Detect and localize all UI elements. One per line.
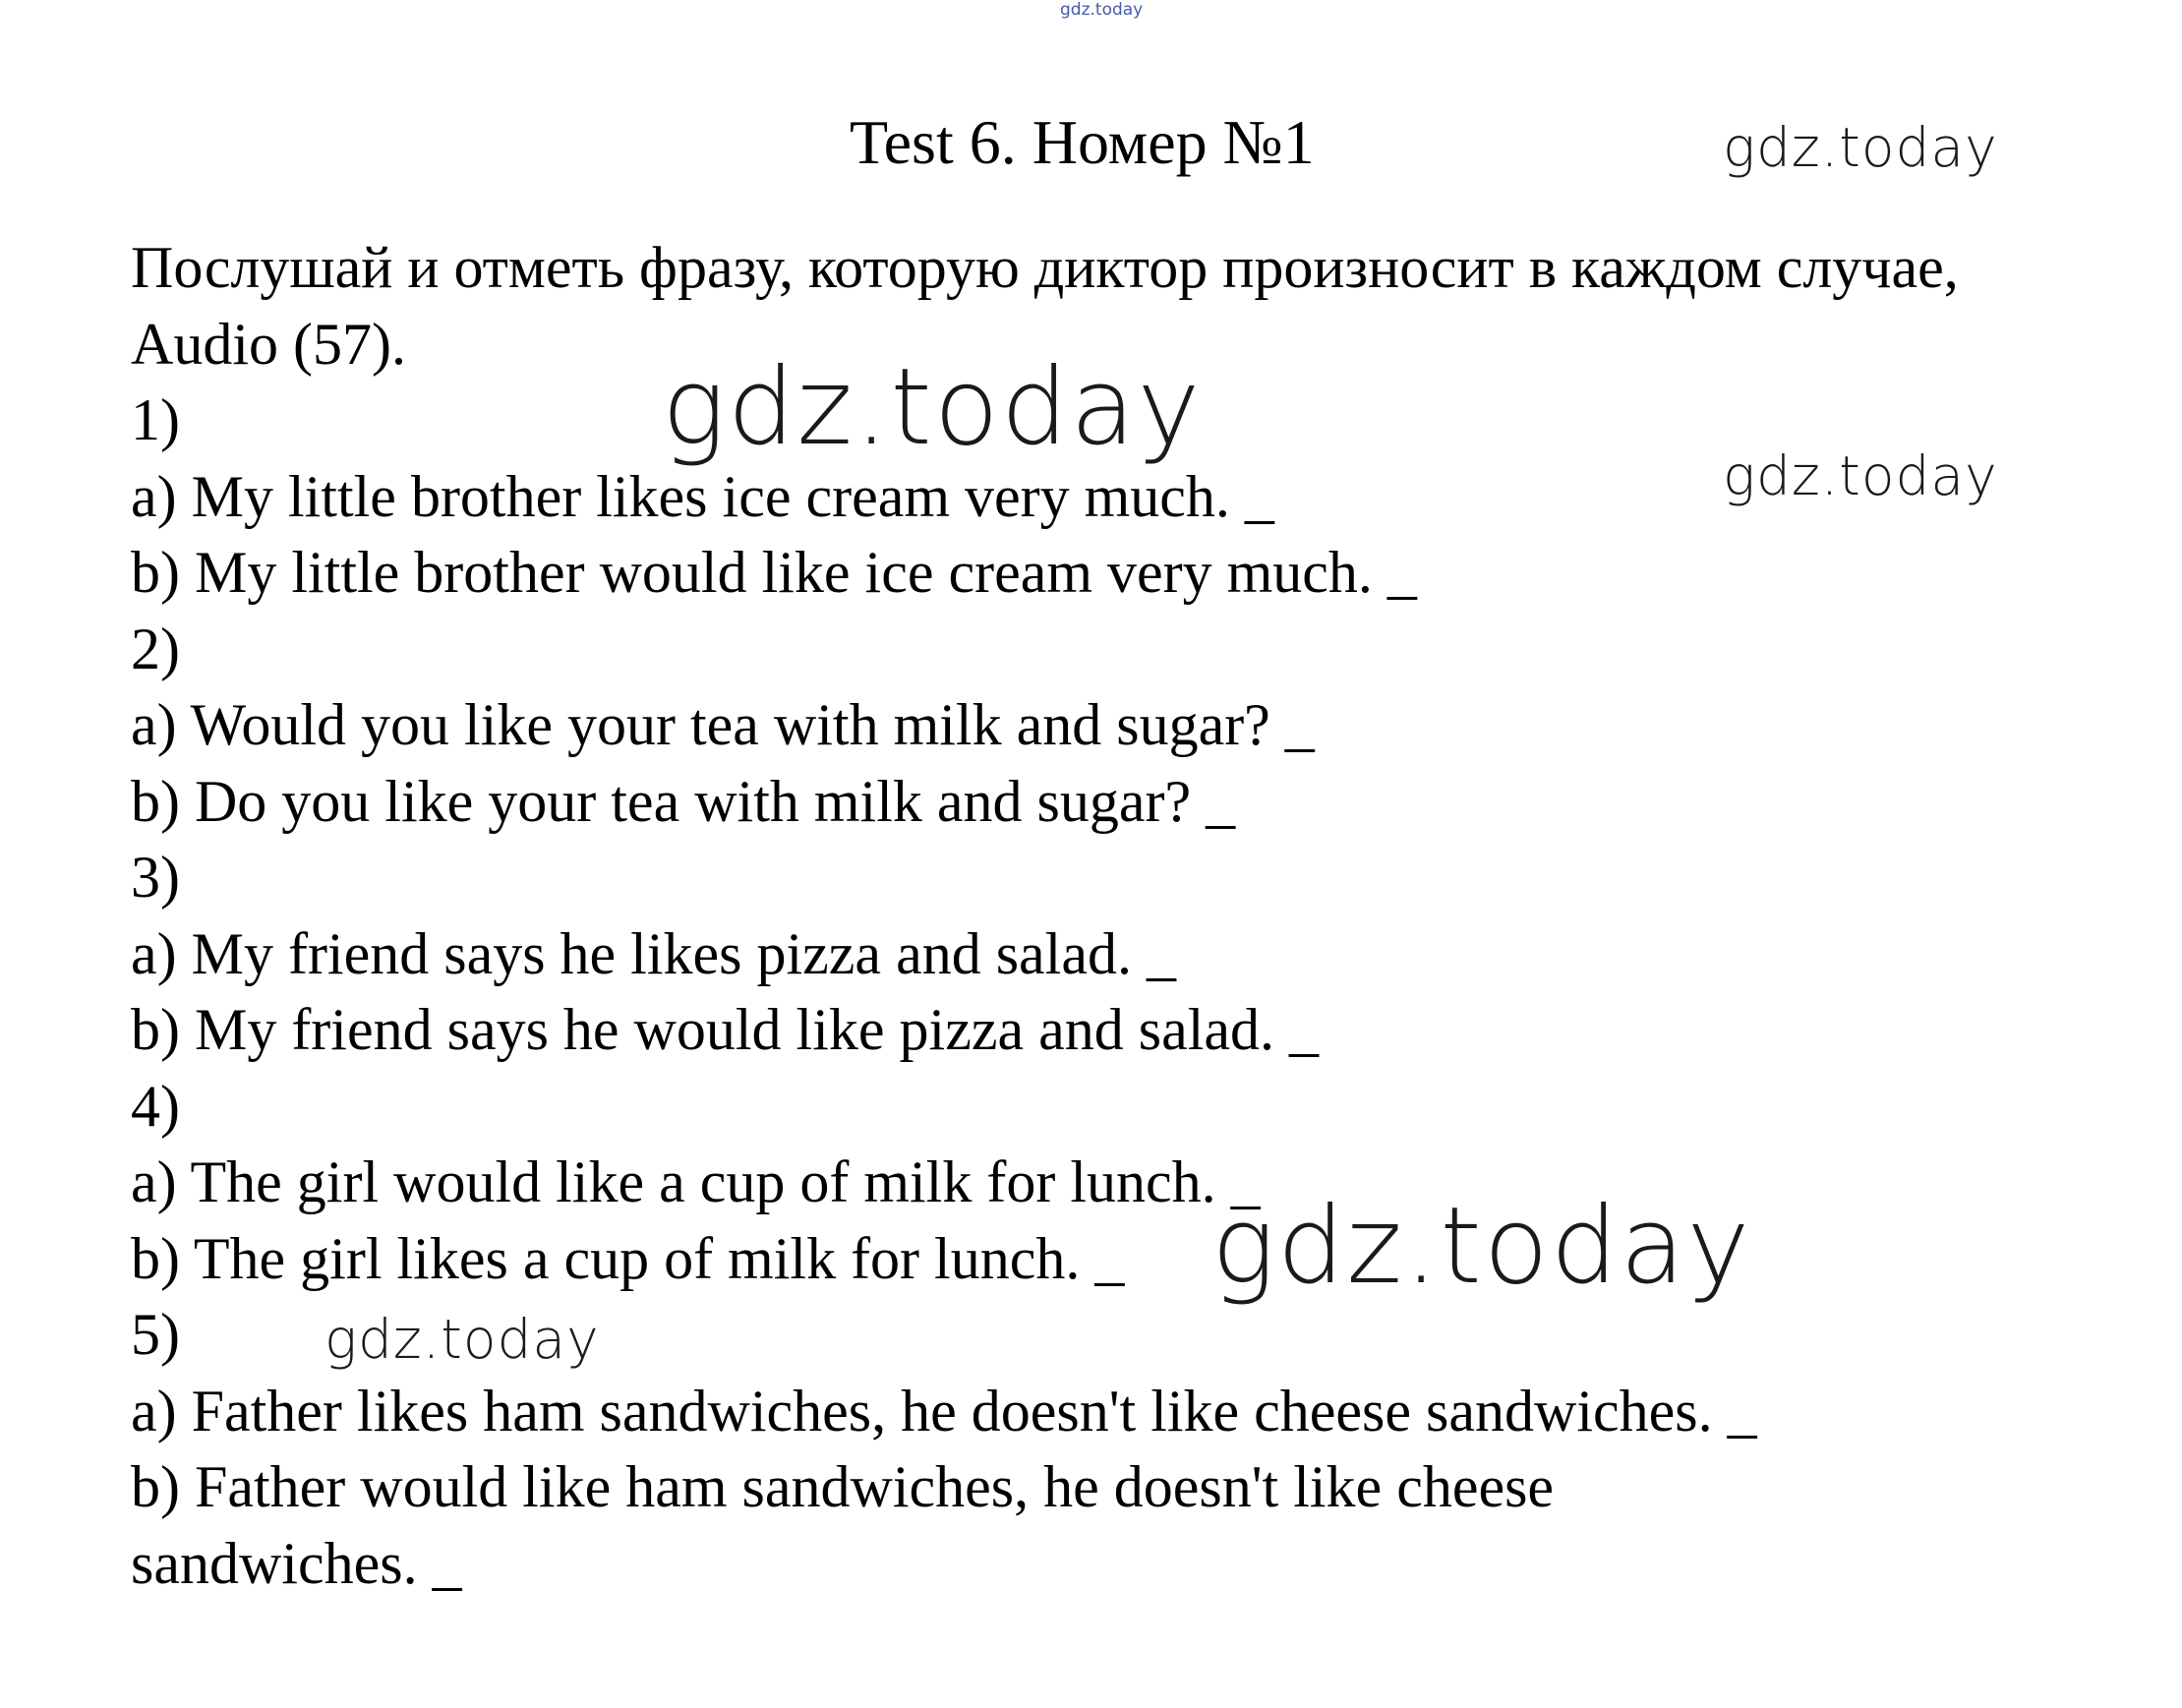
option-a: a) Would you like your tea with milk and sugar? _ bbox=[131, 692, 1315, 757]
watermark-top-right: gdz.today bbox=[1723, 116, 1998, 179]
option-a: a) My friend says he likes pizza and salad. _ bbox=[131, 920, 1176, 986]
page-title: Test 6. Номер №1 bbox=[850, 107, 1315, 177]
item-number: 2) bbox=[131, 616, 180, 681]
option-a: a) My little brother likes ice cream very much. _ bbox=[131, 463, 1274, 529]
option-b: b) My friend says he would like pizza and salad. _ bbox=[131, 997, 1319, 1062]
instruction-text: Послушай и отметь фразу, которую диктор произносит в каждом случае, Audio (57). bbox=[131, 235, 1959, 377]
item-number: 1) bbox=[131, 387, 180, 452]
watermark-center-large: gdz.today bbox=[662, 346, 1203, 469]
option-a: a) The girl would like a cup of milk for lunch. _ bbox=[131, 1149, 1261, 1214]
watermark-tiny-top: gdz.today bbox=[1060, 0, 1144, 20]
option-b: b) My little brother would like ice cream very much. _ bbox=[131, 540, 1417, 605]
item-number: 4) bbox=[131, 1073, 180, 1139]
item-number: 5) bbox=[131, 1302, 180, 1367]
option-b-continued: sandwiches. _ bbox=[131, 1530, 462, 1596]
item-number: 3) bbox=[131, 845, 180, 910]
option-a: a) Father likes ham sandwiches, he doesn't like cheese sandwiches. _ bbox=[131, 1378, 1757, 1443]
watermark-lower-small: gdz.today bbox=[324, 1308, 600, 1371]
option-b: b) The girl likes a cup of milk for lunch. _ bbox=[131, 1225, 1125, 1291]
watermark-lower-large: gdz.today bbox=[1211, 1185, 1752, 1308]
watermark-right-mid: gdz.today bbox=[1723, 444, 1998, 507]
option-b: b) Father would like ham sandwiches, he doesn't like cheese bbox=[131, 1454, 1555, 1519]
option-b: b) Do you like your tea with milk and sugar? _ bbox=[131, 768, 1236, 834]
